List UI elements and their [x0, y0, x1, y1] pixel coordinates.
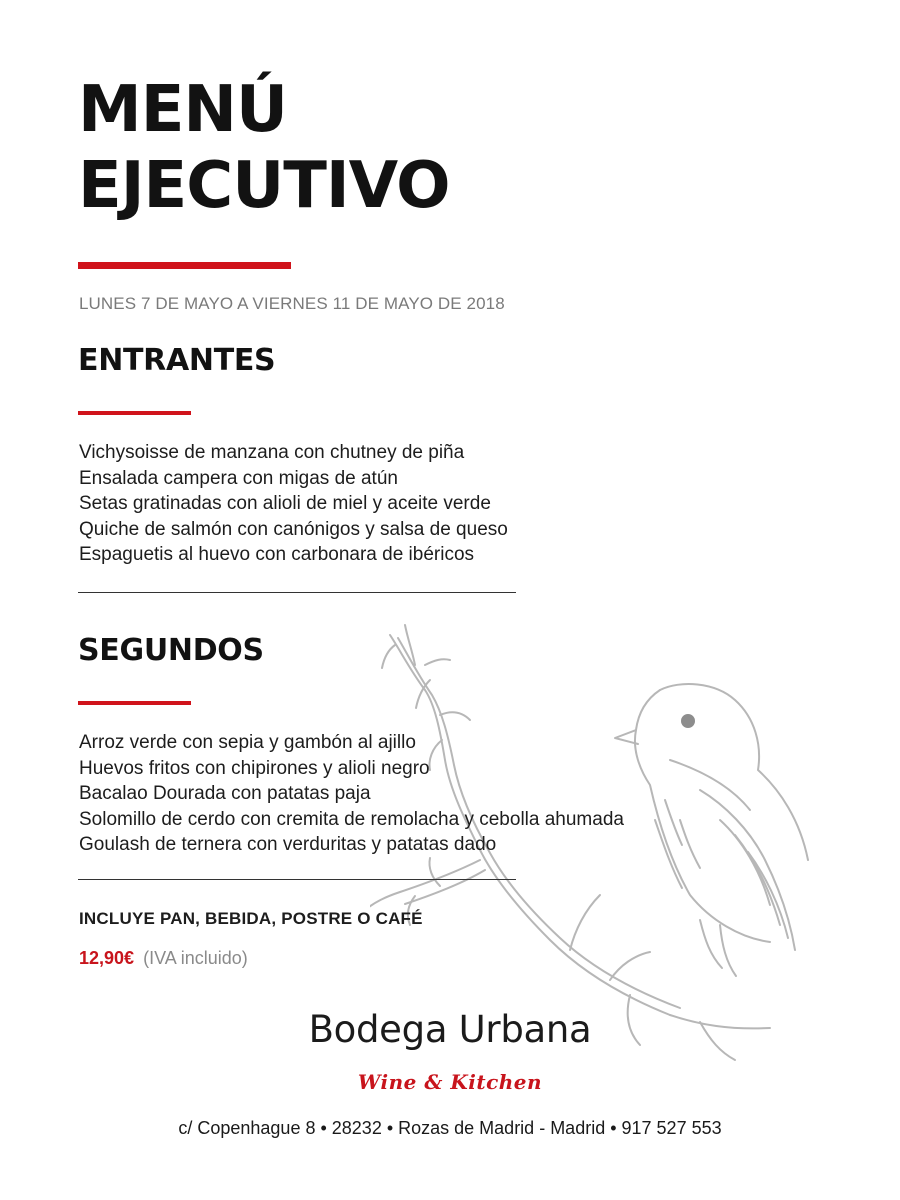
segundos-divider [78, 701, 191, 705]
list-item: Ensalada campera con migas de atún [79, 467, 398, 489]
list-item: Goulash de ternera con verduritas y patatas dado [79, 834, 497, 855]
price: 12,90€ [79, 948, 135, 968]
date-range: LUNES 7 DE MAYO A VIERNES 11 DE MAYO DE 2018 [79, 294, 505, 313]
list-item: Arroz verde con sepia y gambón al ajillo [79, 732, 416, 753]
entrantes-separator [78, 592, 516, 593]
includes-note: INCLUYE PAN, BEBIDA, POSTRE O CAFÉ [79, 909, 423, 928]
address: c/ Copenhague 8 • 28232 • Rozas de Madrid - Madrid • 917 527 553 [178, 1118, 722, 1138]
list-item: Bacalao Dourada con patatas paja [79, 783, 371, 804]
list-item: Setas gratinadas con alioli de miel y aceite verde [79, 493, 491, 514]
list-item: Solomillo de cerdo con cremita de remolacha y cebolla ahumada [79, 808, 624, 830]
segundos-list [79, 730, 624, 858]
entrantes-list [79, 440, 508, 568]
entrantes-divider [78, 411, 191, 415]
page-title [78, 72, 449, 224]
list-item: Espaguetis al huevo con carbonara de ibéricos [79, 544, 475, 565]
list-item: Huevos fritos con chipirones y alioli negro [79, 757, 430, 779]
title-divider [78, 262, 291, 269]
brand-tagline: Wine & Kitchen [357, 1070, 543, 1094]
brand-name: Bodega Urbana [308, 1008, 592, 1051]
title-line-1: MENÚ [78, 73, 287, 147]
section-title-segundos: SEGUNDOS [78, 633, 264, 668]
price-note: (IVA incluido) [143, 948, 248, 968]
list-item: Quiche de salmón con canónigos y salsa de queso [79, 518, 508, 540]
title-line-2: EJECUTIVO [78, 149, 450, 223]
list-item: Vichysoisse de manzana con chutney de piña [79, 442, 465, 463]
section-title-entrantes: ENTRANTES [78, 343, 276, 378]
price-line [79, 948, 248, 969]
segundos-separator [78, 879, 516, 880]
